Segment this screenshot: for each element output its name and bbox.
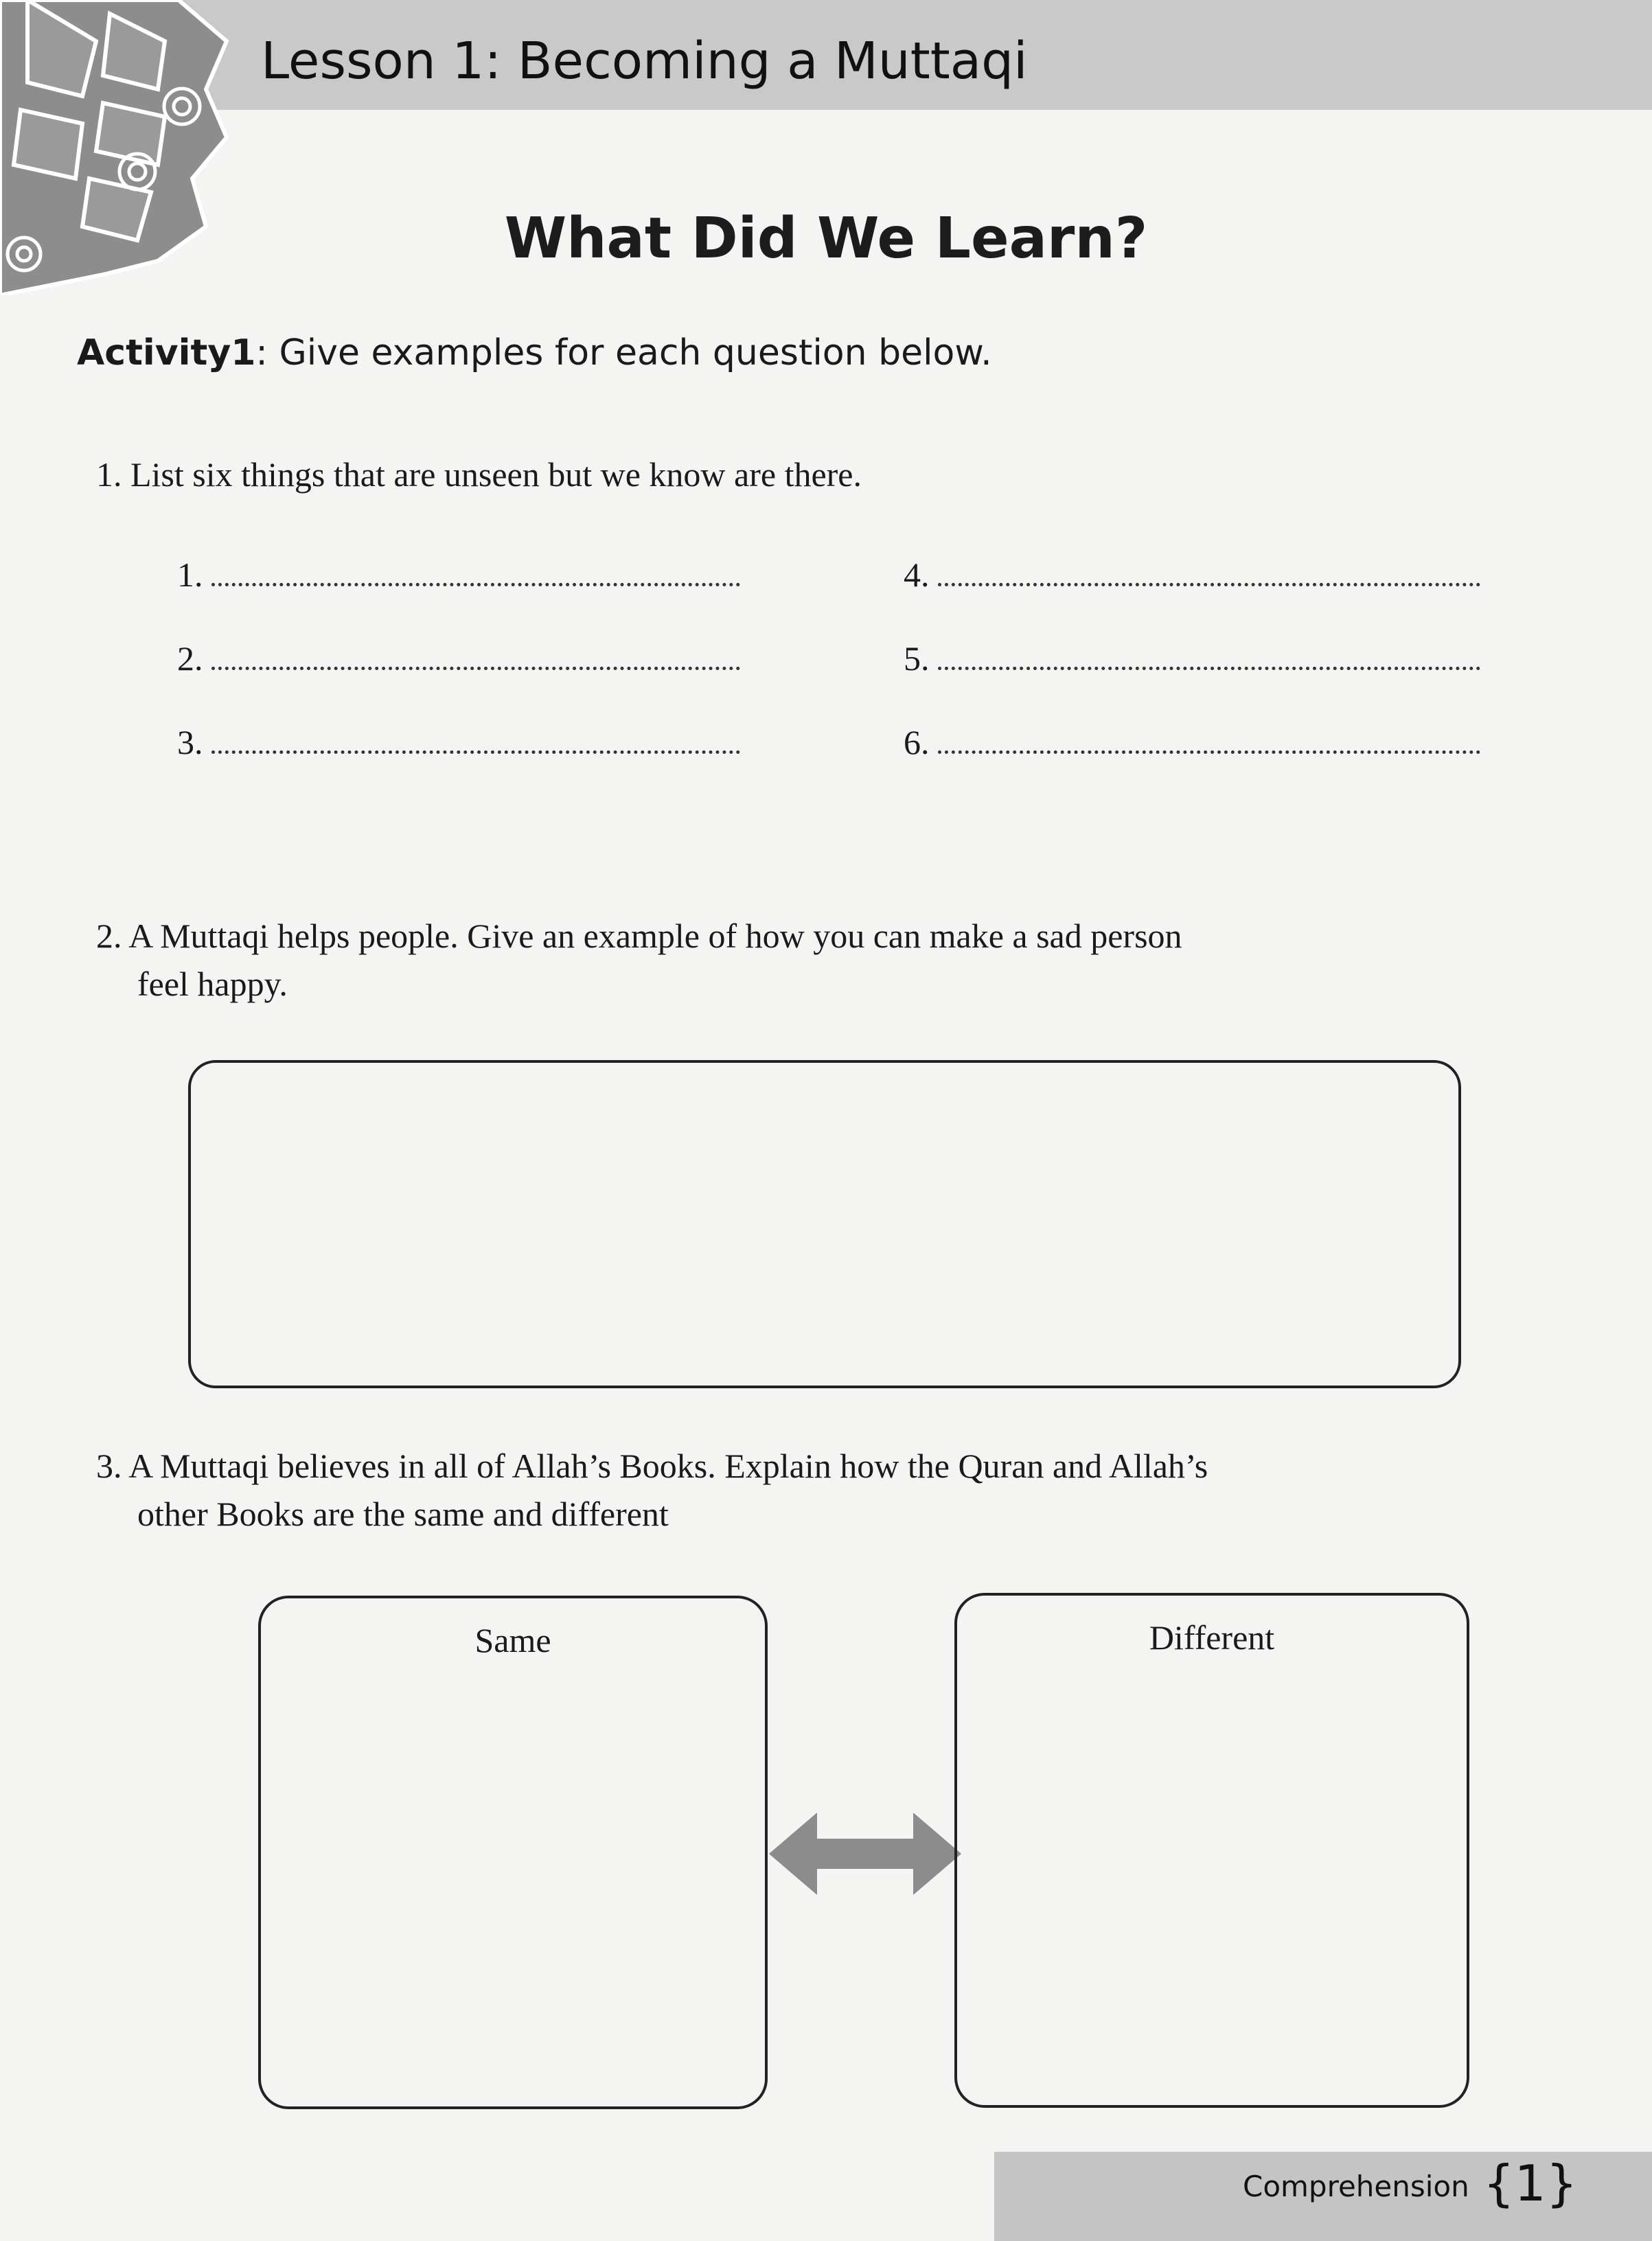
page-number: {1} [1483, 2154, 1578, 2212]
double-arrow-icon [769, 1813, 961, 1895]
answer-line-6[interactable] [904, 722, 1480, 762]
lesson-title: Lesson 1: Becoming a Muttaqi [261, 32, 1028, 91]
answer-box-q2[interactable] [188, 1060, 1461, 1388]
question-3: 3. A Muttaqi believes in all of Allah’s Books. Explain how the Quran and Allah’s [96, 1447, 1208, 1485]
answer-number: 3. [177, 723, 203, 761]
activity-text: : Give examples for each question below. [255, 332, 992, 374]
answer-line-3[interactable] [177, 722, 740, 762]
answer-line-2[interactable] [177, 639, 740, 678]
answer-number: 4. [904, 555, 930, 594]
question-2: 2. A Muttaqi helps people. Give an example of how you can make a sad person [96, 917, 1182, 955]
answer-number: 1. [177, 555, 203, 594]
answer-number: 5. [904, 639, 930, 678]
different-box[interactable] [954, 1593, 1469, 2108]
answer-line-1[interactable] [177, 555, 740, 595]
page-heading: What Did We Learn? [504, 206, 1148, 271]
answer-line-5[interactable] [904, 639, 1480, 678]
footer-section: Comprehension [1243, 2170, 1469, 2203]
activity-instruction [77, 332, 992, 374]
question-3-continued: other Books are the same and different [137, 1495, 669, 1533]
question-1: 1. List six things that are unseen but we know are there. [96, 455, 862, 494]
question-2-continued: feel happy. [137, 965, 288, 1003]
same-box[interactable] [258, 1596, 768, 2109]
answer-number: 6. [904, 723, 930, 761]
activity-label: Activity1 [77, 332, 256, 374]
different-label: Different [1149, 1618, 1275, 1657]
answer-number: 2. [177, 639, 203, 678]
same-label: Same [474, 1621, 551, 1659]
answer-line-4[interactable] [904, 555, 1480, 595]
